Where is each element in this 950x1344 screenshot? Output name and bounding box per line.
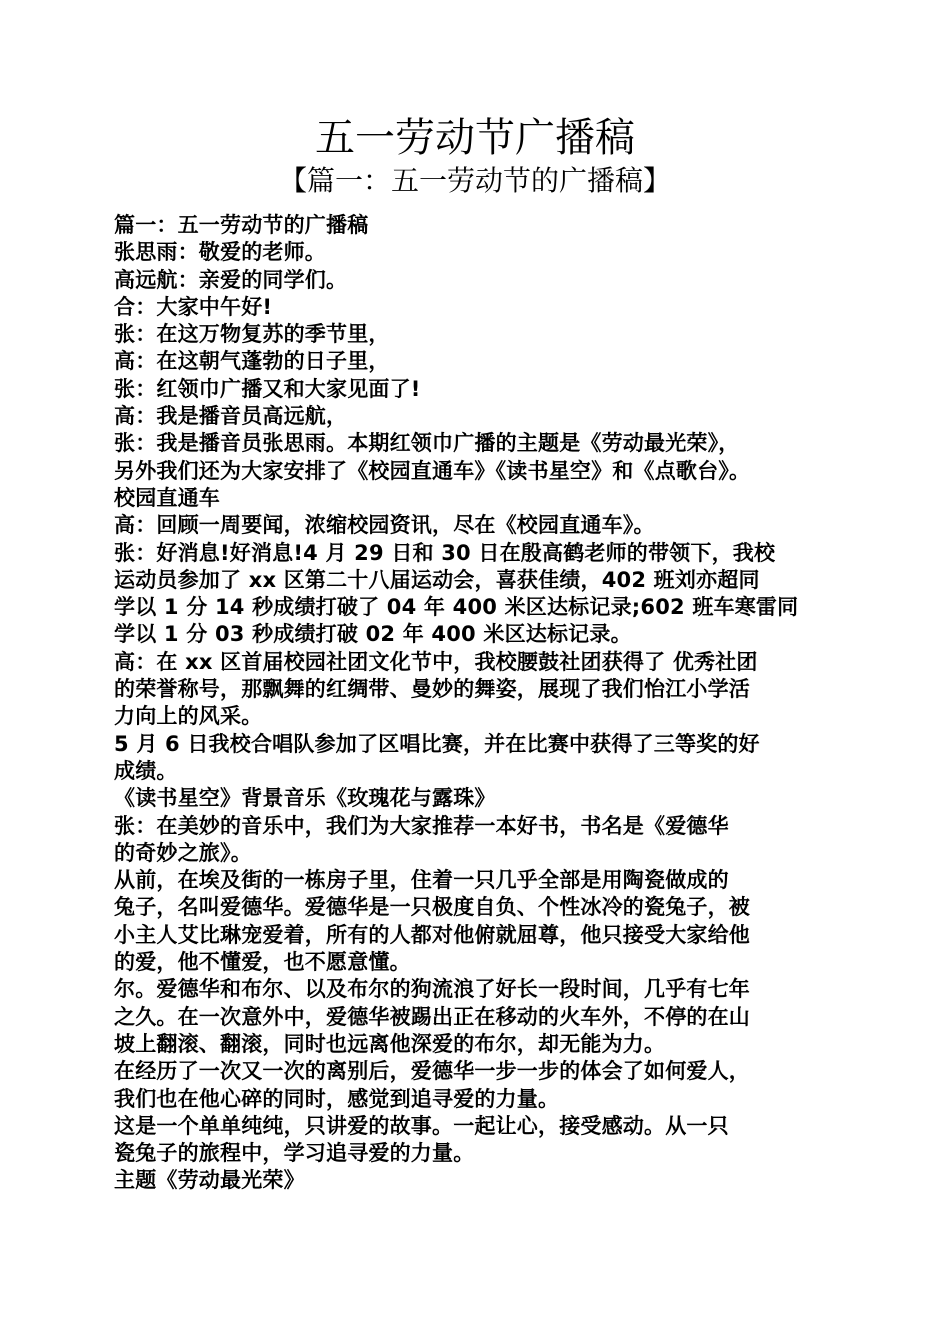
body-line: 高：我是播音员高远航， xyxy=(114,404,348,429)
body-line: 运动员参加了 xx 区第二十八届运动会，喜获佳绩，402 班刘亦超同 xyxy=(114,567,760,592)
body-line: 张思雨：敬爱的老师。 xyxy=(114,240,326,265)
body-line: 张：在美妙的音乐中，我们为大家推荐一本好书，书名是《爱德华 xyxy=(114,813,729,838)
body-line: 学以 1 分 14 秒成绩打破了 04 年 400 米区达标记录;602 班车寒雷同 xyxy=(114,595,799,620)
body-line: 兔子，名叫爱德华。爱德华是一只极度自负、个性冰冷的瓷兔子，被 xyxy=(114,895,750,920)
body-line: 在经历了一次又一次的离别后，爱德华一步一步的体会了如何爱人， xyxy=(114,1059,750,1084)
body-line: 《读书星空》背景音乐《玫瑰花与露珠》 xyxy=(114,786,496,811)
body-line: 成绩。 xyxy=(114,758,178,783)
body-line: 张：红领巾广播又和大家见面了! xyxy=(114,376,421,401)
body-line: 的爱，他不懂爱，也不愿意懂。 xyxy=(114,950,411,975)
body-line: 高：在 xx 区首届校园社团文化节中，我校腰鼓社团获得了 优秀社团 xyxy=(114,649,758,674)
body-line: 篇一：五一劳动节的广播稿 xyxy=(114,213,369,237)
document-title: 五一劳动节广播稿 xyxy=(315,115,635,161)
body-line: 坡上翻滚、翻滚，同时也远离他深爱的布尔，却无能为力。 xyxy=(114,1031,666,1056)
body-line: 张：好消息!好消息!4 月 29 日和 30 日在殷高鹤老师的带领下，我校 xyxy=(114,540,776,565)
document-subtitle: 【篇一：五一劳动节的广播稿】 xyxy=(278,164,671,197)
body-line: 另外我们还为大家安排了《校园直通车》《读书星空》和《点歌台》。 xyxy=(114,458,751,483)
body-line: 我们也在他心碎的同时，感觉到追寻爱的力量。 xyxy=(114,1086,560,1111)
body-line: 瓷兔子的旅程中，学习追寻爱的力量。 xyxy=(114,1141,475,1166)
body-line: 合：大家中午好! xyxy=(114,294,273,319)
body-line: 这是一个单单纯纯，只讲爱的故事。一起让心，接受感动。从一只 xyxy=(114,1113,729,1138)
body-line: 校园直通车 xyxy=(114,485,220,510)
body-line: 高远航：亲爱的同学们。 xyxy=(114,267,348,292)
body-line: 张：我是播音员张思雨。本期红领巾广播的主题是《劳动最光荣》， xyxy=(114,431,740,456)
body-line: 主题《劳动最光荣》 xyxy=(114,1168,305,1193)
document-body xyxy=(114,212,854,1195)
body-line: 尔。爱德华和布尔、以及布尔的狗流浪了好长一段时间，几乎有七年 xyxy=(114,977,750,1002)
body-line: 从前，在埃及街的一栋房子里，住着一只几乎全部是用陶瓷做成的 xyxy=(114,868,729,893)
body-line: 力向上的风采。 xyxy=(114,704,263,729)
body-line: 5 月 6 日我校合唱队参加了区唱比赛，并在比赛中获得了三等奖的好 xyxy=(114,731,760,756)
body-line: 之久。在一次意外中，爱德华被踢出正在移动的火车外，不停的在山 xyxy=(114,1004,750,1029)
body-line: 的奇妙之旅》。 xyxy=(114,840,252,865)
body-line: 高：回顾一周要闻，浓缩校园资讯，尽在《校园直通车》。 xyxy=(114,513,655,538)
body-line: 的荣誉称号，那飘舞的红绸带、曼妙的舞姿，展现了我们怡江小学活 xyxy=(114,677,750,702)
body-line: 张：在这万物复苏的季节里， xyxy=(114,322,390,347)
body-line: 学以 1 分 03 秒成绩打破 02 年 400 米区达标记录。 xyxy=(114,622,632,647)
body-line: 高：在这朝气蓬勃的日子里， xyxy=(114,349,390,374)
body-line: 小主人艾比琳宠爱着，所有的人都对他俯就屈尊，他只接受大家给他 xyxy=(114,922,750,947)
